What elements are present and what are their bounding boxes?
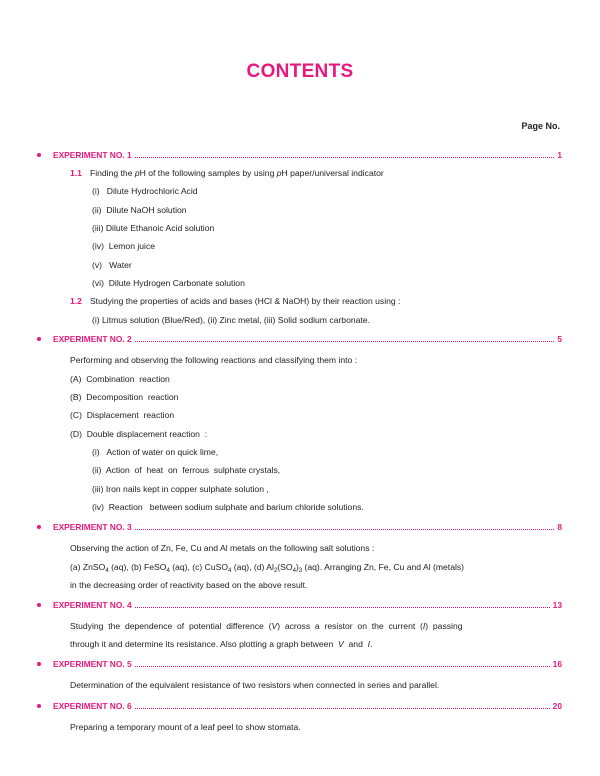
text: (a) ZnSO: [70, 562, 106, 572]
text: p: [276, 168, 282, 178]
list-item: (iii) Iron nails kept in copper sulphate solution ,: [92, 484, 269, 494]
list-item: (iii) Dilute Ethanoic Acid solution: [92, 223, 215, 233]
bullet-icon: [37, 153, 41, 157]
experiment-3-line-1: Observing the action of Zn, Fe, Cu and Al metals on the following salt solutions :: [70, 543, 375, 553]
text: and: [343, 639, 368, 649]
dot-leader: [135, 708, 550, 709]
list-item: (ii) Action of heat on ferrous sulphate crystals,: [92, 465, 281, 475]
text: (aq), (d) Al: [231, 562, 274, 572]
text: through it and determine its resistance. Also plotting a graph between: [70, 639, 339, 649]
experiment-3-line-2: [70, 562, 464, 572]
text: Finding the: [89, 168, 135, 178]
subscript: 4: [228, 568, 232, 574]
dot-leader: [135, 157, 555, 158]
bullet-icon: [37, 525, 41, 529]
section-1-1: [70, 168, 384, 178]
text: (SO: [277, 562, 293, 572]
experiment-2-intro: Performing and observing the following reactions and classifying them into :: [70, 355, 358, 365]
experiment-6-line: Preparing a temporary mount of a leaf peel to show stomata.: [70, 722, 301, 732]
dot-leader: [135, 341, 555, 342]
text: Studying the properties of acids and bases (HCl & NaOH) by their reaction using :: [89, 296, 401, 306]
page-title: CONTENTS: [246, 61, 354, 82]
bullet-icon: [37, 603, 41, 607]
experiment-label: EXPERIMENT NO. 3: [53, 522, 132, 532]
page-no-header: Page No.: [521, 121, 560, 131]
list-item: (A) Combination reaction: [70, 374, 170, 384]
experiment-label: EXPERIMENT NO. 1: [53, 150, 132, 160]
bullet-icon: [37, 704, 41, 708]
dot-leader: [135, 607, 550, 608]
text: (aq), (c) CuSO: [169, 562, 229, 572]
experiment-page-number: 5: [557, 334, 562, 344]
experiment-3-line-3: in the decreasing order of reactivity based on the above result.: [70, 580, 308, 590]
section-1-2-line2: (i) Litmus solution (Blue/Red), (ii) Zinc metal, (iii) Solid sodium carbonate.: [92, 315, 370, 325]
text: Studying the dependence of potential difference (: [70, 621, 272, 631]
experiment-label: EXPERIMENT NO. 6: [53, 701, 132, 711]
list-item: (vi) Dilute Hydrogen Carbonate solution: [92, 278, 245, 288]
list-item: (i) Dilute Hydrochloric Acid: [92, 186, 198, 196]
text: ) across a resistor on the current (: [277, 621, 423, 631]
text: H of the following samples by using: [139, 168, 277, 178]
experiment-label: EXPERIMENT NO. 2: [53, 334, 132, 344]
experiment-entry-5[interactable]: [37, 658, 562, 670]
experiment-4-line-2: [70, 639, 372, 649]
experiment-page-number: 13: [552, 600, 562, 610]
text: I: [367, 639, 371, 649]
experiment-label: EXPERIMENT NO. 5: [53, 659, 132, 669]
experiment-entry-6[interactable]: [37, 700, 562, 712]
experiment-page-number: 8: [557, 522, 562, 532]
experiment-entry-1[interactable]: [37, 149, 562, 161]
list-item: (B) Decomposition reaction: [70, 392, 179, 402]
text: V: [271, 621, 278, 631]
experiment-5-line: Determination of the equivalent resistance of two resistors when connected in series and parallel.: [70, 680, 440, 690]
experiment-entry-4[interactable]: [37, 599, 562, 611]
list-item: (ii) Dilute NaOH solution: [92, 205, 187, 215]
text: ): [295, 562, 299, 572]
experiment-page-number: 1: [557, 150, 562, 160]
experiment-page-number: 16: [552, 659, 562, 669]
list-item: (iv) Reaction between sodium sulphate and barium chloride solutions.: [92, 502, 364, 512]
text: V: [338, 639, 344, 649]
text: ) passing: [425, 621, 463, 631]
subscript: 4: [105, 568, 109, 574]
subscript: 4: [292, 568, 296, 574]
section-1-2: [70, 296, 400, 306]
bullet-icon: [37, 662, 41, 666]
dot-leader: [135, 666, 550, 667]
experiment-entry-3[interactable]: [37, 521, 562, 533]
section-number: 1.1: [70, 168, 82, 178]
subscript: 3: [298, 568, 303, 574]
text: .: [370, 639, 373, 649]
list-item: (v) Water: [92, 260, 132, 270]
experiment-4-line-1: [70, 621, 463, 631]
subscript: 2: [273, 568, 278, 574]
experiment-label: EXPERIMENT NO. 4: [53, 600, 132, 610]
text: I: [422, 621, 426, 631]
experiment-page-number: 20: [552, 701, 562, 711]
dot-leader: [135, 529, 555, 530]
list-item: (i) Action of water on quick lime,: [92, 447, 219, 457]
text: (aq). Arranging Zn, Fe, Cu and Al (metals): [302, 562, 465, 572]
text: (aq), (b) FeSO: [108, 562, 167, 572]
section-number: 1.2: [70, 296, 82, 306]
list-item: (iv) Lemon juice: [92, 241, 156, 251]
experiment-entry-2[interactable]: [37, 333, 562, 345]
subscript: 4: [166, 568, 170, 574]
list-item: (D) Double displacement reaction :: [70, 429, 208, 439]
list-item: (C) Displacement reaction: [70, 410, 175, 420]
text: p: [134, 168, 140, 178]
text: H paper/universal indicator: [281, 168, 384, 178]
bullet-icon: [37, 337, 41, 341]
